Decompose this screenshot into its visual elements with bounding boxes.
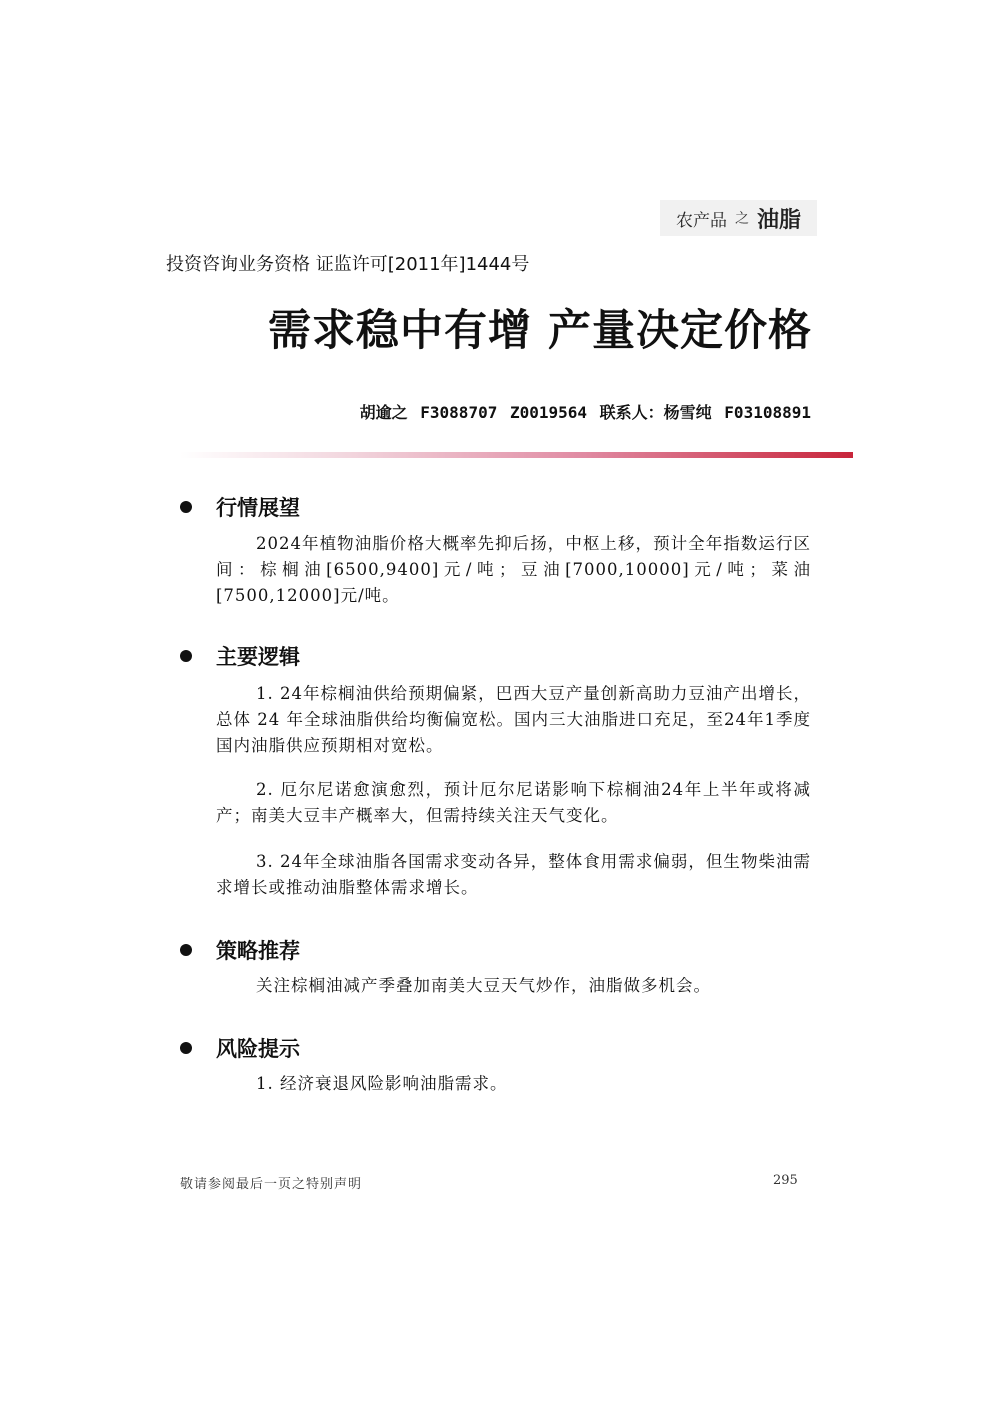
logic-paragraph-2: 2. 厄尔尼诺愈演愈烈，预计厄尔尼诺影响下棕榈油24年上半年或将减产；南美大豆丰产概率大，但需持续关注天气变化。 — [216, 780, 811, 825]
category-tag — [660, 200, 817, 236]
section-heading-text: 策略推荐 — [216, 938, 300, 963]
section-heading-strategy — [180, 935, 300, 965]
title-divider — [180, 452, 853, 458]
category-connector: 之 — [734, 211, 749, 227]
logic-paragraph-3: 3. 24年全球油脂各国需求变动各异，整体食用需求偏弱，但生物柴油需求增长或推动油脂整体需求增长。 — [216, 852, 811, 897]
risk-paragraph: 1. 经济衰退风险影响油脂需求。 — [256, 1074, 508, 1093]
bullet-icon — [180, 650, 192, 662]
strategy-paragraph: 关注棕榈油减产季叠加南美大豆天气炒作，油脂做多机会。 — [256, 976, 711, 995]
logic-paragraph-1: 1. 24年棕榈油供给预期偏紧，巴西大豆产量创新高助力豆油产出增长，总体 24 年全球油脂供给均衡偏宽松。国内三大油脂进口充足，至24年1季度国内油脂供应预期相对宽松。 — [216, 684, 811, 755]
report-title: 需求稳中有增 产量决定价格 — [268, 306, 812, 356]
section-heading-risk — [180, 1033, 300, 1063]
section-heading-text: 行情展望 — [216, 495, 300, 520]
commodity-name: 油脂 — [756, 206, 801, 233]
category-label: 农产品 — [675, 210, 727, 231]
section-heading-outlook — [180, 492, 300, 522]
footer-disclaimer: 敬请参阅最后一页之特别声明 — [180, 1177, 363, 1192]
license-line: 投资咨询业务资格 证监许可[2011年]1444号 — [166, 254, 530, 275]
section-heading-logic — [180, 641, 300, 671]
outlook-paragraph: 2024年植物油脂价格大概率先抑后扬，中枢上移，预计全年指数运行区间：棕榈油[6500,9400]元/吨；豆油[7000,10000]元/吨；菜油[7500,12000]元/吨。 — [216, 534, 811, 605]
page-number: 295 — [773, 1173, 798, 1188]
authors-line: 胡逾之 F3088707 Z0019564 联系人：杨雪纯 F03108891 — [359, 403, 811, 422]
section-heading-text: 风险提示 — [216, 1036, 300, 1061]
section-heading-text: 主要逻辑 — [216, 644, 300, 669]
bullet-icon — [180, 501, 192, 513]
bullet-icon — [180, 944, 192, 956]
bullet-icon — [180, 1042, 192, 1054]
